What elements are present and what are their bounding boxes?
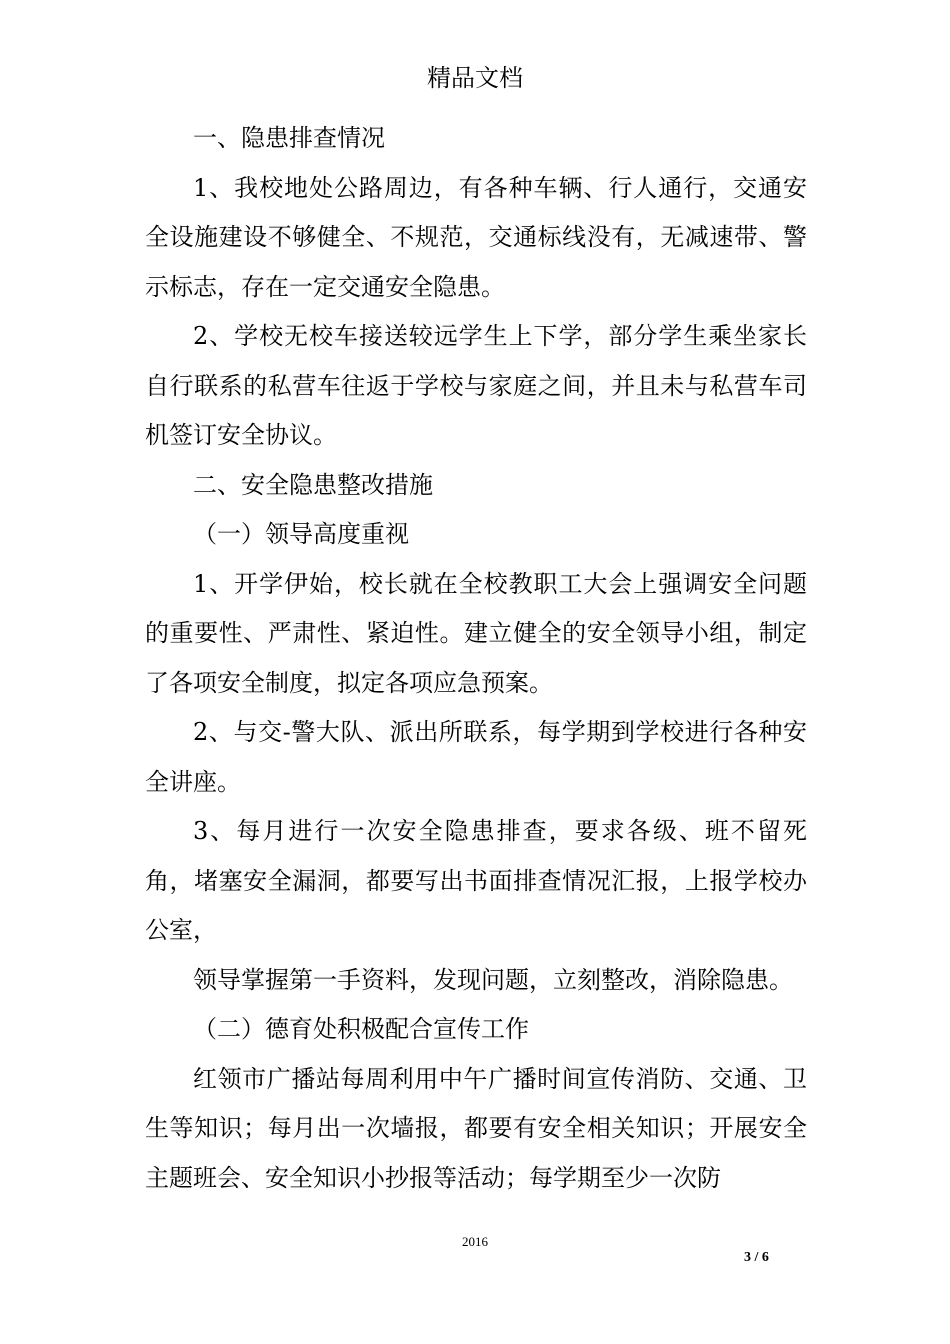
paragraph: 2、学校无校车接送较远学生上下学，部分学生乘坐家长自行联系的私营车往返于学校与家庭之间，并且未与私营车司机签订安全协议。 [145, 322, 807, 449]
paragraph: 2、与交-警大队、派出所联系，每学期到学校进行各种安全讲座。 [145, 718, 807, 796]
paragraph: 红领市广播站每周利用中午广播时间宣传消防、交通、卫生等知识；每月出一次墙报，都要有安全相关知识；开展安全主题班会、安全知识小抄报等活动；每学期至少一次防 [145, 1064, 807, 1192]
page-number: 3 / 6 [744, 1250, 769, 1265]
section-heading-1: 一、隐患排查情况 [193, 124, 385, 152]
subsection-heading-1: （一）领导高度重视 [193, 520, 409, 548]
section-heading-2: 二、安全隐患整改措施 [193, 470, 433, 499]
paragraph: 3、每月进行一次安全隐患排查，要求各级、班不留死角，堵塞安全漏洞，都要写出书面排查情况汇报，上报学校办公室， [145, 817, 807, 944]
document-header: 精品文档 [427, 64, 523, 92]
document-body [145, 114, 807, 1203]
subsection-heading-2: （二）德育处积极配合宣传工作 [193, 1015, 529, 1043]
paragraph: 领导掌握第一手资料，发现问题，立刻整改，消除隐患。 [193, 965, 793, 994]
paragraph: 1、开学伊始，校长就在全校教职工大会上强调安全问题的重要性、严肃性、紧迫性。建立健全的安全领导小组，制定了各项安全制度，拟定各项应急预案。 [145, 569, 807, 697]
paragraph: 1、我校地处公路周边，有各种车辆、行人通行，交通安全设施建设不够健全、不规范，交通标线没有，无减速带、警示标志，存在一定交通安全隐患。 [145, 173, 807, 301]
footer-year: 2016 [462, 1234, 488, 1249]
